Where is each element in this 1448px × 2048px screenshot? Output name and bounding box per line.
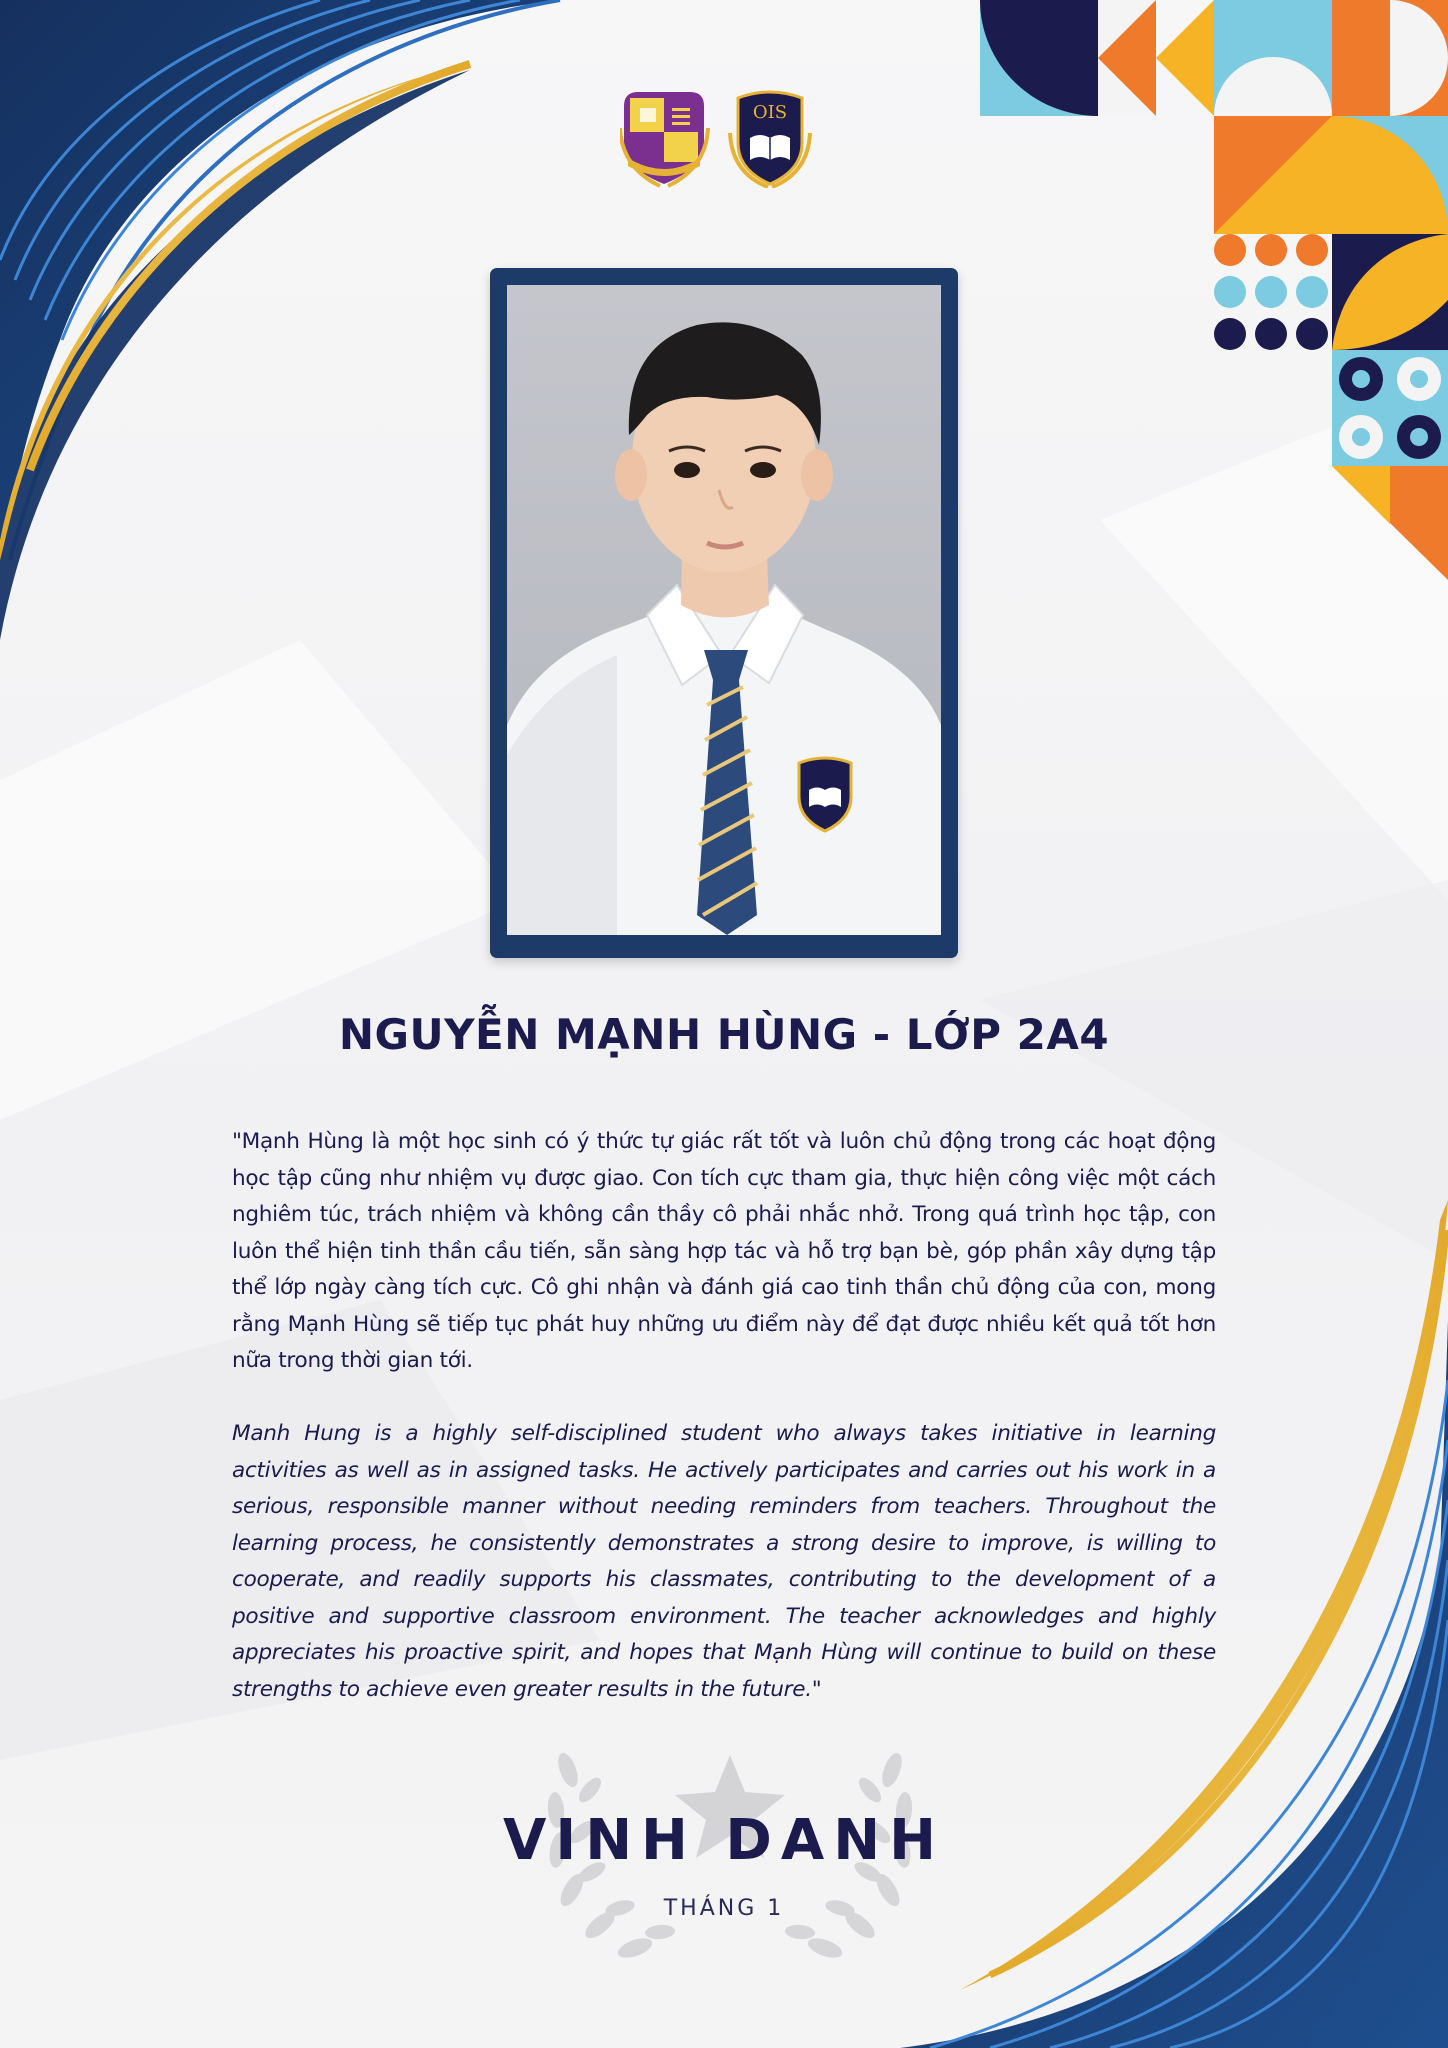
student-photo-frame xyxy=(490,268,958,958)
school-logos xyxy=(620,88,825,188)
ois-text: OIS xyxy=(752,102,788,123)
ois-crest-icon xyxy=(730,92,810,187)
honor-month: THÁNG 1 xyxy=(663,1896,785,1921)
quote-english: Manh Hung is a highly self-disciplined student who always takes initiative in learning activities as well as in assigned tasks. He actively participates and carries out his work in a serious, responsible manner without needing reminders from teachers. Throughout the learning process, he consistently demonstrates a strong desire to improve, is willing to cooperate, and readily supports his classmates, contributing to the development of a positive and supportive classroom environment. The teacher acknowledges and highly appreciates his proactive spirit, and hopes that Mạnh Hùng will continue to build on these strengths to achieve even greater results in the future." xyxy=(232,1421,1216,1702)
student-portrait-image xyxy=(507,285,941,935)
quote-vietnamese: "Mạnh Hùng là một học sinh có ý thức tự giác rất tốt và luôn chủ động trong các hoạt động học tập cũng như nhiệm vụ được giao. Con tích cực tham gia, thực hiện công việc một cách nghiêm túc, trách nhiệm và không cần thầy cô phải nhắc nhở. Trong quá trình học tập, con luôn thể hiện tinh thần cầu tiến, sẵn sàng hợp tác và hỗ trợ bạn bè, góp phần xây dựng tập thể lớp ngày càng tích cực. Cô ghi nhận và đánh giá cao tinh thần chủ động của con, mong rằng Mạnh Hùng sẽ tiếp tục phát huy những ưu điểm này để đạt được nhiều kết quả tốt hơn nữa trong thời gian tới. xyxy=(232,1129,1216,1373)
honor-title: VINH DANH xyxy=(503,1808,945,1873)
school-crest-icon xyxy=(620,92,708,186)
student-name-title: NGUYỄN MẠNH HÙNG - LỚP 2A4 xyxy=(338,1010,1110,1059)
student-photo xyxy=(507,285,941,935)
